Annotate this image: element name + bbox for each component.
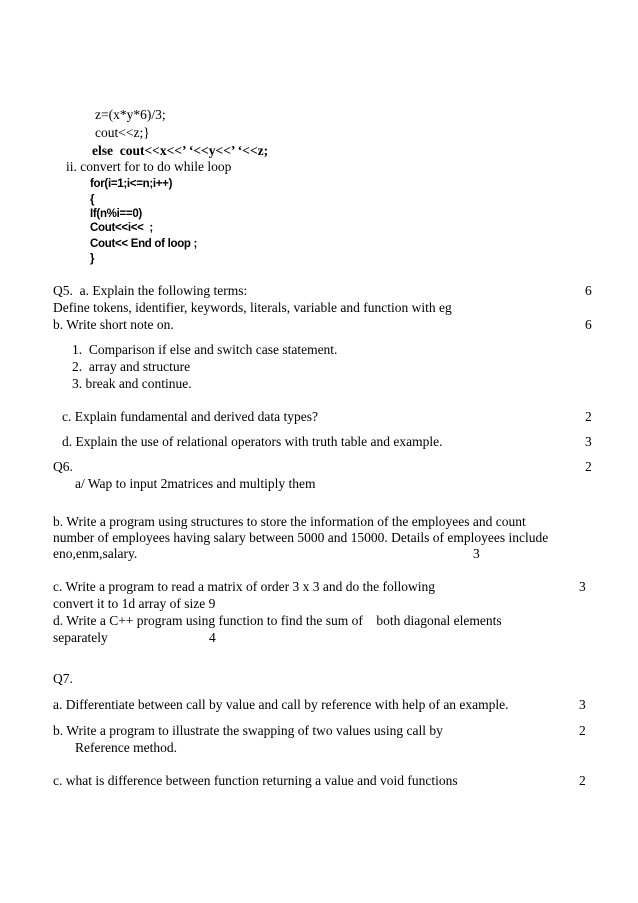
- code-line: If(n%i==0): [90, 208, 142, 220]
- question-text: c. Explain fundamental and derived data types?: [62, 409, 319, 424]
- marks: 2: [585, 459, 592, 474]
- question-label: Q7.: [53, 671, 73, 686]
- marks: 2: [585, 409, 592, 424]
- question-text: d. Explain the use of relational operators with truth table and example.: [62, 434, 443, 449]
- question-text: b. Write short note on.: [53, 317, 174, 332]
- question-text: Reference method.: [75, 740, 177, 755]
- marks: 3: [579, 579, 586, 594]
- marks: 3: [579, 697, 586, 712]
- marks: 3: [473, 546, 480, 561]
- question-text: c. Write a program to read a matrix of order 3 x 3 and do the following: [53, 579, 435, 594]
- list-item: 1. Comparison if else and switch case statement.: [72, 342, 338, 357]
- question-text: convert it to 1d array of size 9: [53, 596, 216, 611]
- code-line: z=(x*y*6)/3;: [95, 107, 166, 122]
- code-line: }: [90, 253, 95, 265]
- question-text: b. Write a program using structures to store the information of the employees and count: [53, 514, 526, 529]
- question-text: a/ Wap to input 2matrices and multiply them: [75, 476, 316, 491]
- subquestion-label: ii. convert for to do while loop: [66, 159, 232, 174]
- question-text: separately: [53, 630, 108, 645]
- code-line: Cout<<i<< ;: [90, 222, 153, 234]
- question-text: number of employees having salary between 5000 and 15000. Details of employees include: [53, 530, 549, 545]
- list-item: 3. break and continue.: [72, 376, 192, 391]
- code-line: {: [90, 194, 95, 206]
- code-line: cout<<z;}: [95, 125, 150, 140]
- question-text: d. Write a C++ program using function to find the sum of both diagonal elements: [53, 613, 502, 628]
- code-line: for(i=1;i<=n;i++): [90, 178, 173, 190]
- marks: 3: [585, 434, 592, 449]
- question-text: Define tokens, identifier, keywords, literals, variable and function with eg: [53, 300, 452, 315]
- code-line: Cout<< End of loop ;: [90, 238, 198, 250]
- marks: 6: [585, 283, 592, 298]
- marks: 2: [579, 773, 586, 788]
- subquestion-heading: [66, 159, 231, 175]
- question-text: c. what is difference between function returning a value and void functions: [53, 773, 458, 788]
- list-item: 2. array and structure: [72, 359, 191, 374]
- question-text: Q5. a. Explain the following terms:: [53, 283, 248, 298]
- question-text: a. Differentiate between call by value and call by reference with help of an example.: [53, 697, 509, 712]
- marks: 2: [579, 723, 586, 738]
- question-text: b. Write a program to illustrate the swapping of two values using call by: [53, 723, 443, 738]
- marks: 4: [209, 630, 216, 645]
- question-text: eno,enm,salary.: [53, 546, 138, 561]
- code-line: else cout<<x<<’ ‘<<y<<’ ‘<<z;: [92, 143, 269, 158]
- question-label: Q6.: [53, 459, 73, 474]
- marks: 6: [585, 317, 592, 332]
